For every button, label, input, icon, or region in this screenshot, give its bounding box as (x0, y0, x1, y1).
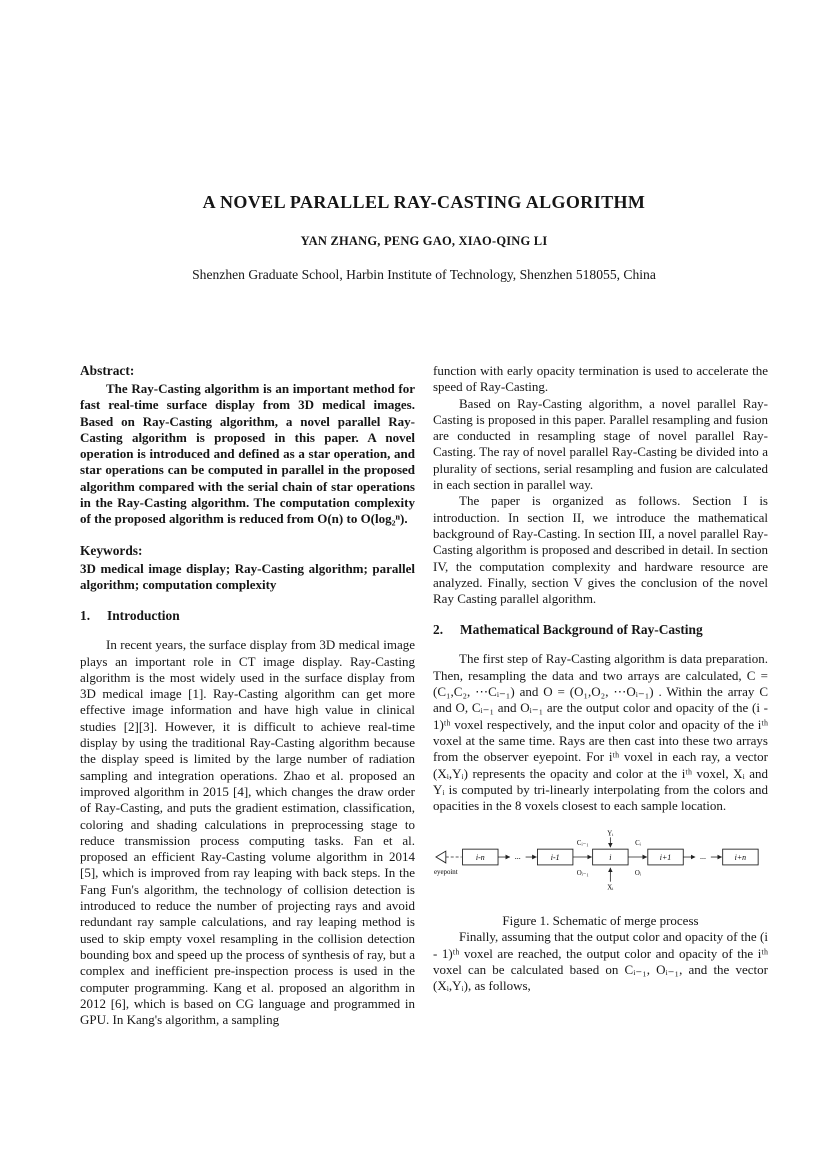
merge-process-diagram (433, 826, 768, 892)
section-1-title: Introduction (107, 608, 180, 624)
left-column (80, 363, 415, 1028)
math-background-paragraph: The first step of Ray-Casting algorithm is data preparation. Then, resampling the data and two arrays are calculated, C = (C₁,C₂, ⋯Cᵢ₋₁) and O = (O₁,O₂, ⋯Oᵢ₋₁) . Within the array C and O, Cᵢ₋₁ and Oᵢ₋₁ are the output color and opacity of the (i - 1)ᵗʰ voxel respectively, and the input color and opacity of the iᵗʰ voxel at the same time. Rays are then cast into these two arrays from the observer eyepoint. For iᵗʰ voxel in each ray, a vector (Xᵢ,Yᵢ) represents the opacity and color at the iᵗʰ voxel, Xᵢ and Yᵢ is computed by tri-linearly interpolating from the colors and opacities in the 8 voxels closest to each sample location. (433, 651, 768, 814)
keywords-text: 3D medical image display; Ray-Casting algorithm; parallel algorithm; computation complexity (80, 560, 415, 592)
paper-authors: YAN ZHANG, PENG GAO, XIAO-QING LI (300, 234, 548, 248)
o-i-label: Oᵢ (634, 870, 641, 878)
overview-paragraph: Based on Ray-Casting algorithm, a novel parallel Ray-Casting is proposed in this paper. Parallel resampling and fusion are conducted in resampling stage of novel parallel Ray-Casting. The ray of novel parallel Ray-Casting be divided into a plurality of sections, serial resampling and fusion are calculated in each section in parallel way. (433, 395, 768, 493)
intro-paragraph: In recent years, the surface display from 3D medical image plays an important role in CT image display. Ray-Casting algorithm is the most widely used in the surface display from 3D medical image [1]. Ray-Casting algorithm can get more effective image information and have high value in clinical studies [2][3]. However, it is difficult to achieve real-time display by using the traditional Ray-Casting algorithm because the display speed is limited by the large number of radiation sampling and integration operations. Zhao et al. proposed an improved algorithm in 2015 [4], which changes the draw order of Ray-Casting, and puts the gradient estimation, classification, coloring and shading calculations in preprocessing stage to reduce transmission process computing tasks. Fan et al. proposed an efficient Ray-Casting volume algorithm in 2014 [5], which is improved from ray leaping with back steps. In the Fang Fun's algorithm, the technology of collision detection is introduced to reduce the number of projecting rays and avoid redundant ray sample calculations, and ray leaping method is used to skip empty voxel resampling in the collision detection bounding box and speed up the process of synthesis of ray, but a complex and inefficient pre-inspection process is used in the computer programming. Kang et al. proposed an algorithm in 2012 [6], which is based on CG language and programmed in GPU. In Kang's algorithm, a sampling (80, 637, 415, 1028)
section-2-number: 2. (433, 622, 444, 638)
voxel-box-i-n-label: i-n (475, 853, 485, 863)
section-2-heading (433, 622, 768, 638)
eyepoint-label: eyepoint (433, 869, 458, 877)
figure-1-caption: Figure 1. Schematic of merge process (502, 913, 699, 929)
section-1-number: 1. (80, 608, 91, 624)
abstract-heading: Abstract: (80, 363, 135, 378)
voxel-box-i-plus-1-label: i+1 (659, 853, 672, 863)
ellipsis-right: ... (700, 852, 706, 862)
x-i-label: Xᵢ (607, 884, 614, 892)
voxel-box-i-1-label: i-1 (550, 853, 560, 863)
section-1-heading (80, 608, 415, 624)
c-prev-label: Cᵢ₋₁ (576, 840, 589, 848)
continuation-paragraph: function with early opacity termination is used to accelerate the speed of Ray-Casting. (433, 363, 768, 395)
section-2-title: Mathematical Background of Ray-Casting (460, 622, 703, 638)
keywords-heading: Keywords: (80, 542, 143, 558)
two-column-body (80, 363, 768, 1028)
abstract-text: The Ray-Casting algorithm is an important method for fast real-time surface display from 3D medical images. Based on Ray-Casting algorithm, a novel parallel Ray-Casting algorithm is proposed in this paper. A novel operation is introduced and defined as a star operation, and star operations can be computed in parallel in the proposed algorithm compared with the serial chain of star operations in the Ray-Casting algorithm. The computation complexity of the proposed algorithm is reduced from O(n) to O(log₂ⁿ). (80, 381, 415, 527)
voxel-box-i-label: i (609, 853, 612, 863)
y-i-label: Yᵢ (607, 830, 614, 838)
paper-header (80, 192, 768, 283)
eyepoint-icon (436, 852, 446, 864)
organization-paragraph: The paper is organized as follows. Section I is introduction. In section II, we introduce the mathematical background of Ray-Casting. In section III, a novel parallel Ray-Casting algorithm is proposed and described in detail. In section IV, the computation complexity and hardware resource are analyzed. Finally, section V gives the conclusion of the novel Ray Casting parallel algorithm. (433, 493, 768, 607)
right-column (433, 363, 768, 1028)
voxel-box-i-plus-n-label: i+n (734, 853, 747, 863)
c-i-label: Cᵢ (635, 840, 641, 848)
o-prev-label: Oᵢ₋₁ (576, 870, 589, 878)
paper-title: A NOVEL PARALLEL RAY-CASTING ALGORITHM (202, 192, 646, 212)
final-paragraph: Finally, assuming that the output color and opacity of the (i - 1)ᵗʰ voxel are reached, the output color and opacity of the iᵗʰ voxel can be calculated based on Cᵢ₋₁, Oᵢ₋₁, and the vector (Xᵢ,Yᵢ), as follows, (433, 929, 768, 994)
figure-1 (433, 826, 768, 929)
paper-affiliation: Shenzhen Graduate School, Harbin Institute of Technology, Shenzhen 518055, China (192, 267, 656, 282)
ellipsis-left: ... (514, 852, 521, 862)
